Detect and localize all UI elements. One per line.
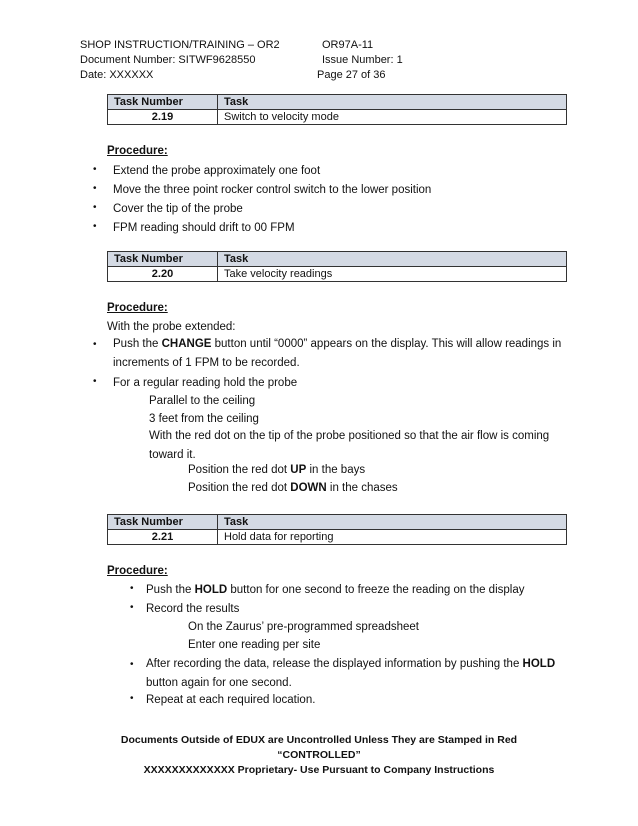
procedure-step: FPM reading should drift to 00 FPM [113,222,295,234]
procedure-title: Procedure: [107,565,168,577]
change-button-label: CHANGE [161,338,212,350]
task-name: Take velocity readings [218,267,567,282]
step-text: in the bays [306,464,366,476]
procedure-intro: With the probe extended: [107,321,236,333]
task-number-header: Task Number [108,95,218,110]
header-doc-code: OR97A-11 [322,39,374,51]
task-number-header: Task Number [108,252,218,267]
step-text: button until “0000” appears on the display. This will allow readings in increments of 1 FPM to be recorded. [113,338,562,369]
procedure-substep [188,481,398,495]
bullet-icon: • [93,183,97,194]
procedure-step [113,335,565,373]
procedure-substep: Enter one reading per site [188,639,321,651]
footer-line-1: Documents Outside of EDUX are Uncontrolled Unless They are Stamped in Red [120,734,518,746]
step-text: Push the [146,584,195,596]
bullet-icon: • [93,164,97,175]
hold-button-label: HOLD [194,584,228,596]
header-date: Date: XXXXXX [80,69,154,81]
procedure-step: Move the three point rocker control switch to the lower position [113,184,432,196]
bullet-icon: • [130,693,134,704]
task-number: 2.20 [108,267,218,282]
down-label: DOWN [290,482,327,494]
procedure-step: Record the results [146,603,240,615]
task-table-2-21 [107,514,567,545]
step-text: Push the [113,338,162,350]
task-table-2-20 [107,251,567,282]
procedure-substep: With the red dot on the tip of the probe positioned so that the air flow is coming toward it. [149,430,550,461]
step-text: After recording the data, release the displayed information by pushing the [146,658,523,670]
bullet-icon: • [93,376,97,387]
step-text: button for one second to freeze the reading on the display [227,584,525,596]
procedure-step: Extend the probe approximately one foot [113,165,321,177]
bullet-icon: • [130,583,134,594]
task-header: Task [218,95,567,110]
header-title: SHOP INSTRUCTION/TRAINING – OR2 [80,39,280,51]
procedure-step: Cover the tip of the probe [113,203,243,215]
up-label: UP [290,464,307,476]
header-issue-number: Issue Number: 1 [322,54,403,66]
task-header: Task [218,252,567,267]
task-number-header: Task Number [108,515,218,530]
procedure-step: For a regular reading hold the probe [113,377,298,389]
bullet-icon: • [93,202,97,213]
hold-button-label: HOLD [522,658,556,670]
task-number: 2.19 [108,110,218,125]
step-text: Position the red dot [188,482,291,494]
procedure-substep: 3 feet from the ceiling [149,413,259,425]
task-name: Switch to velocity mode [218,110,567,125]
task-name: Hold data for reporting [218,530,567,545]
footer-line-3: XXXXXXXXXXXXX Proprietary- Use Pursuant to Company Instructions [143,764,495,776]
procedure-substep: On the Zaurus’ pre-programmed spreadsheet [188,621,419,633]
procedure-title: Procedure: [107,302,168,314]
bullet-icon: • [130,659,134,670]
bullet-icon: • [130,602,134,613]
task-number: 2.21 [108,530,218,545]
procedure-step [146,655,564,693]
step-text: Position the red dot [188,464,291,476]
task-header: Task [218,515,567,530]
task-table-2-19 [107,94,567,125]
procedure-step: Repeat at each required location. [146,694,316,706]
step-text: button again for one second. [146,677,292,689]
procedure-title: Procedure: [107,145,168,157]
procedure-substep [188,463,365,477]
header-page-number: Page 27 of 36 [317,69,386,81]
header-doc-number: Document Number: SITWF9628550 [80,54,256,66]
bullet-icon: • [93,339,97,350]
step-text: in the chases [326,482,398,494]
procedure-substep: Parallel to the ceiling [149,395,256,407]
bullet-icon: • [93,221,97,232]
footer-line-2: “CONTROLLED” [277,749,361,761]
procedure-step [146,583,524,597]
